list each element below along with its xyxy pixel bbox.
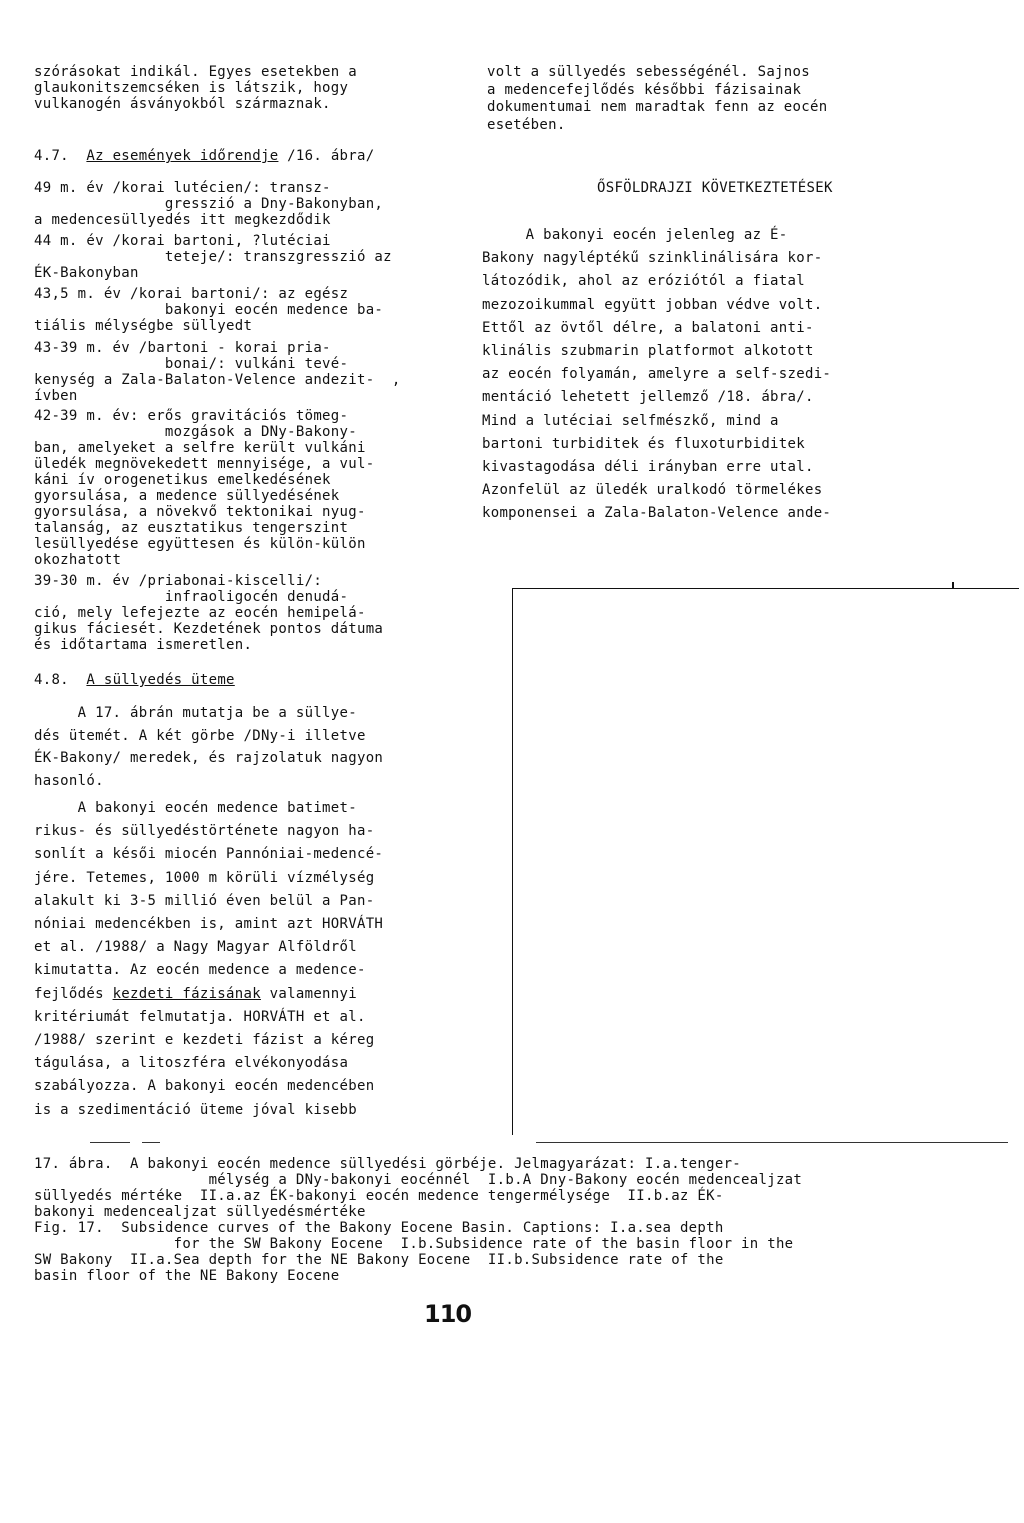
left-intro-paragraph: szórásokat indikál. Egyes esetekben a glaukonitszemcséken is látszik, hogy vulkanogén ásványokból származnak. [34,64,357,112]
event-49: 49 m. év /korai lutécien/: transz- gresszió a Dny-Bakonyban, a medencesüllyedés itt megkezdődik [34,180,384,228]
section-4-7-number: 4.7. [34,148,69,164]
section-4-8-heading [34,672,235,688]
caption-en-label: Fig. 17. [34,1220,104,1236]
paleogeography-heading: ŐSFÖLDRAJZI KÖVETKEZTETÉSEK [597,180,833,196]
event-39-30: 39-30 m. év /priabonai-kiscelli/: infraoligocén denudá- ció, mely lefejezte az eocén hemipelá- gikus fáciesét. Kezdetének pontos dátuma és időtartama ismeretlen. [34,573,384,653]
paleogeography-body: A bakonyi eocén jelenleg az É- Bakony nagyléptékű szinklinálisára kor- látozódik, ahol az eróziótól a fiatal mezozoikummal együtt jobban védve volt. Ettől az övtől délre, a balatoni anti- klinális szubmarin platformot alkotott az eocén folyamán, amelyre a self-szedi- mentáció lehetett jellemző /18. ábra/. Mind a lutéciai selfmészkő, mind a bartoni turbiditek és fluxoturbiditek kivastagodása déli irányban erre utal. Azonfelül az üledék uralkodó törmelékes komponensei a Zala-Balaton-Velence ande- [482,227,832,522]
event-43-39: 43-39 m. év /bartoni - korai pria- bonai/: vulkáni tevé- kenység a Zala-Balaton-Velence andezit- , ívben [34,340,401,404]
section-4-8-title: A süllyedés üteme [86,672,235,688]
section-4-7-figure-ref: /16. ábra/ [287,148,375,164]
caption-hu-text: A bakonyi eocén medence süllyedési görbéje. Jelmagyarázat: I.a.tenger- mélység a DNy-bakonyi eocénnél I.b.A Dny-Bakony eocén medencealjzat süllyedés mértéke II.a.az ÉK-bakonyi eocén medence tengermélysége II.b.az ÉK- bakonyi medencealjzat süllyedésmértéke [34,1156,803,1220]
subsidence-paragraph-2 [34,797,383,1122]
para-2-text-start: A bakonyi eocén medence batimet- rikus- és süllyedéstörténete nagyon ha- sonlít a késői miocén Pannóniai-medencé- jére. Tetemes, 1000 m körüli vízmélység alakult ki 3-5 millió éven belül a Pan- nóniai medencékben is, amint azt HORVÁTH et al. /1988/ a Nagy Magyar Alföldről kimutatta. Az eocén medence a medence- fejlődés [34,800,384,1002]
section-4-7-title: Az események időrendje [86,148,279,164]
caption-rule-left [90,1142,130,1143]
section-4-8-number: 4.8. [34,672,69,688]
right-intro-paragraph: volt a süllyedés sebességénél. Sajnos a medencefejlődés későbbi fázisainak dokumentumai nem maradtak fenn az eocén esetében. [487,64,828,133]
subsidence-paragraph-1: A 17. ábrán mutatja be a süllye- dés ütemét. A két görbe /DNy-i illetve ÉK-Bakony/ meredek, és rajzolatuk nagyon hasonló. [34,705,384,789]
event-42-39: 42-39 m. év: erős gravitációs tömeg- mozgások a DNy-Bakony- ban, amelyeket a selfre került vulkáni üledék megnövekedett mennyisége, a vul- káni ív orogenetikus emelkedésének gyorsulása, a medence süllyedésének gyorsulása, a növekvő tektonikai nyug- talanság, az eusztatikus tengerszint lesüllyedése együttesen és külön-külön okozhatott [34,408,375,568]
figure-caption-english [34,1220,793,1284]
event-44: 44 m. év /korai bartoni, ?lutéciai teteje/: transzgresszió az ÉK-Bakonyban [34,233,392,281]
figure-17-frame [512,588,1019,1135]
para-2-underlined-phrase: kezdeti fázisának [112,985,261,1002]
caption-en-text: Subsidence curves of the Bakony Eocene Basin. Captions: I.a.sea depth for the SW Bakony Eocene I.b.Subsidence rate of the basin floor in the SW Bakony II.a.Sea depth for the NE Bakony Eocene II.b.Subsidence rate of the basin floor of the NE Bakony Eocene [34,1220,794,1284]
caption-rule-right [536,1142,1008,1143]
figure-caption-hungarian [34,1156,802,1220]
caption-hu-label: 17. ábra. [34,1156,113,1172]
page-number: 110 [424,1300,472,1328]
section-4-7-heading [34,148,374,164]
para-2-text-end: valamennyi kritériumát felmutatja. HORVÁTH et al. /1988/ szerint e kezdeti fázist a kéreg tágulása, a litoszféra elvékonyodása szabályozza. A bakonyi eocén medencében is a szedimentáció üteme jóval kisebb [34,985,375,1118]
event-43-5: 43,5 m. év /korai bartoni/: az egész bakonyi eocén medence ba- tiális mélységbe süllyedt [34,286,384,334]
caption-rule-left-short [142,1142,160,1143]
